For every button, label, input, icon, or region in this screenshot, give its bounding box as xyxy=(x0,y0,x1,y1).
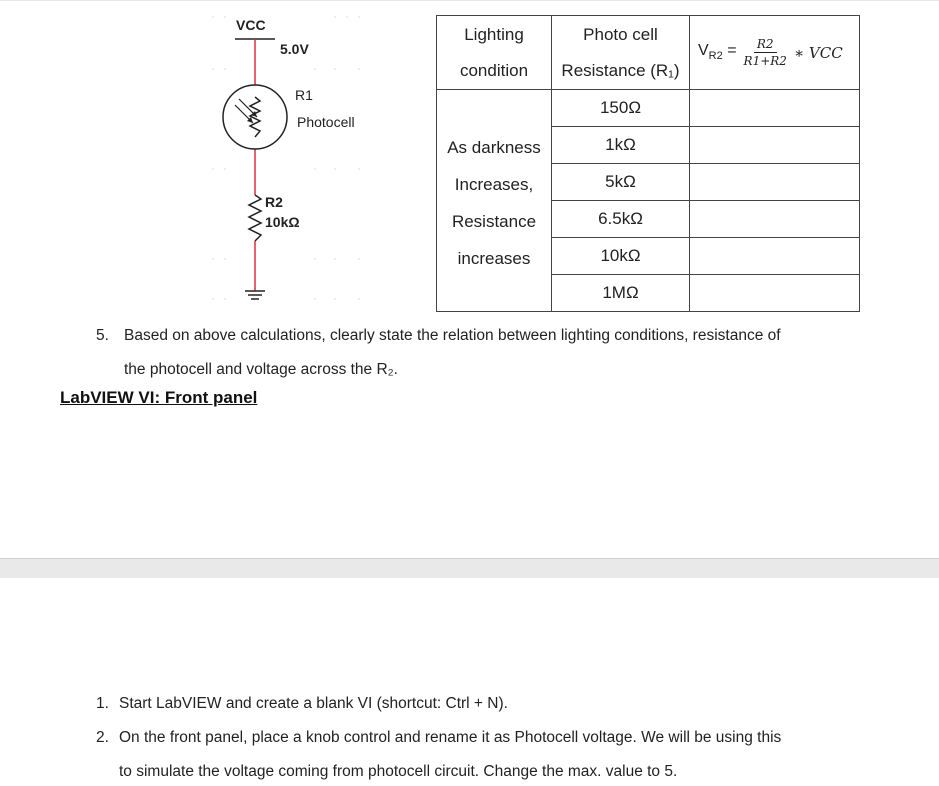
question-text: Based on above calculations, clearly state the relation between lighting conditions, resistance of the photocell and voltage across the R₂. xyxy=(124,327,781,378)
question-number: 5. xyxy=(96,327,109,344)
lighting-condition-cell: As darkness Increases, Resistance increases xyxy=(437,90,552,312)
vcc-label: VCC xyxy=(236,17,266,33)
photocell-resistor-zigzag xyxy=(250,97,260,137)
document-page-lower xyxy=(0,578,939,786)
r1-label: R1 xyxy=(295,87,313,103)
page-break xyxy=(0,558,939,579)
vr2-answer-cell[interactable] xyxy=(690,164,860,201)
vr2-answer-cell[interactable] xyxy=(690,201,860,238)
r1-type-label: Photocell xyxy=(297,114,355,130)
section-heading: LabVIEW VI: Front panel xyxy=(60,388,258,407)
header-photocell-resistance: Photo cell Resistance (R₁) xyxy=(552,16,690,90)
r2-value-label: 10kΩ xyxy=(265,214,300,230)
table-row xyxy=(437,90,860,127)
r2-resistor-symbol xyxy=(249,195,261,241)
header-lighting-condition: Lighting condition xyxy=(437,16,552,90)
vr2-answer-cell[interactable] xyxy=(690,127,860,164)
table-header-row xyxy=(437,16,860,90)
header-vr2-formula xyxy=(690,16,860,90)
photocell-symbol xyxy=(223,85,287,149)
vr2-formula: $V_{R2}$ = $\frac{R2}{R1+R2}$ ∗ VCC xyxy=(698,37,843,68)
r2-label: R2 xyxy=(265,194,283,210)
vr2-answer-cell[interactable] xyxy=(690,275,860,312)
vr2-answer-cell[interactable] xyxy=(690,90,860,127)
resistance-cell: 150Ω xyxy=(552,90,690,127)
voltage-label: 5.0V xyxy=(280,41,309,57)
resistance-table xyxy=(436,15,860,312)
resistance-cell: 6.5kΩ xyxy=(552,201,690,238)
vr2-answer-cell[interactable] xyxy=(690,238,860,275)
resistance-cell: 5kΩ xyxy=(552,164,690,201)
resistance-cell: 1MΩ xyxy=(552,275,690,312)
resistance-cell: 10kΩ xyxy=(552,238,690,275)
resistance-cell: 1kΩ xyxy=(552,127,690,164)
photocell-circuit-diagram xyxy=(205,9,370,309)
